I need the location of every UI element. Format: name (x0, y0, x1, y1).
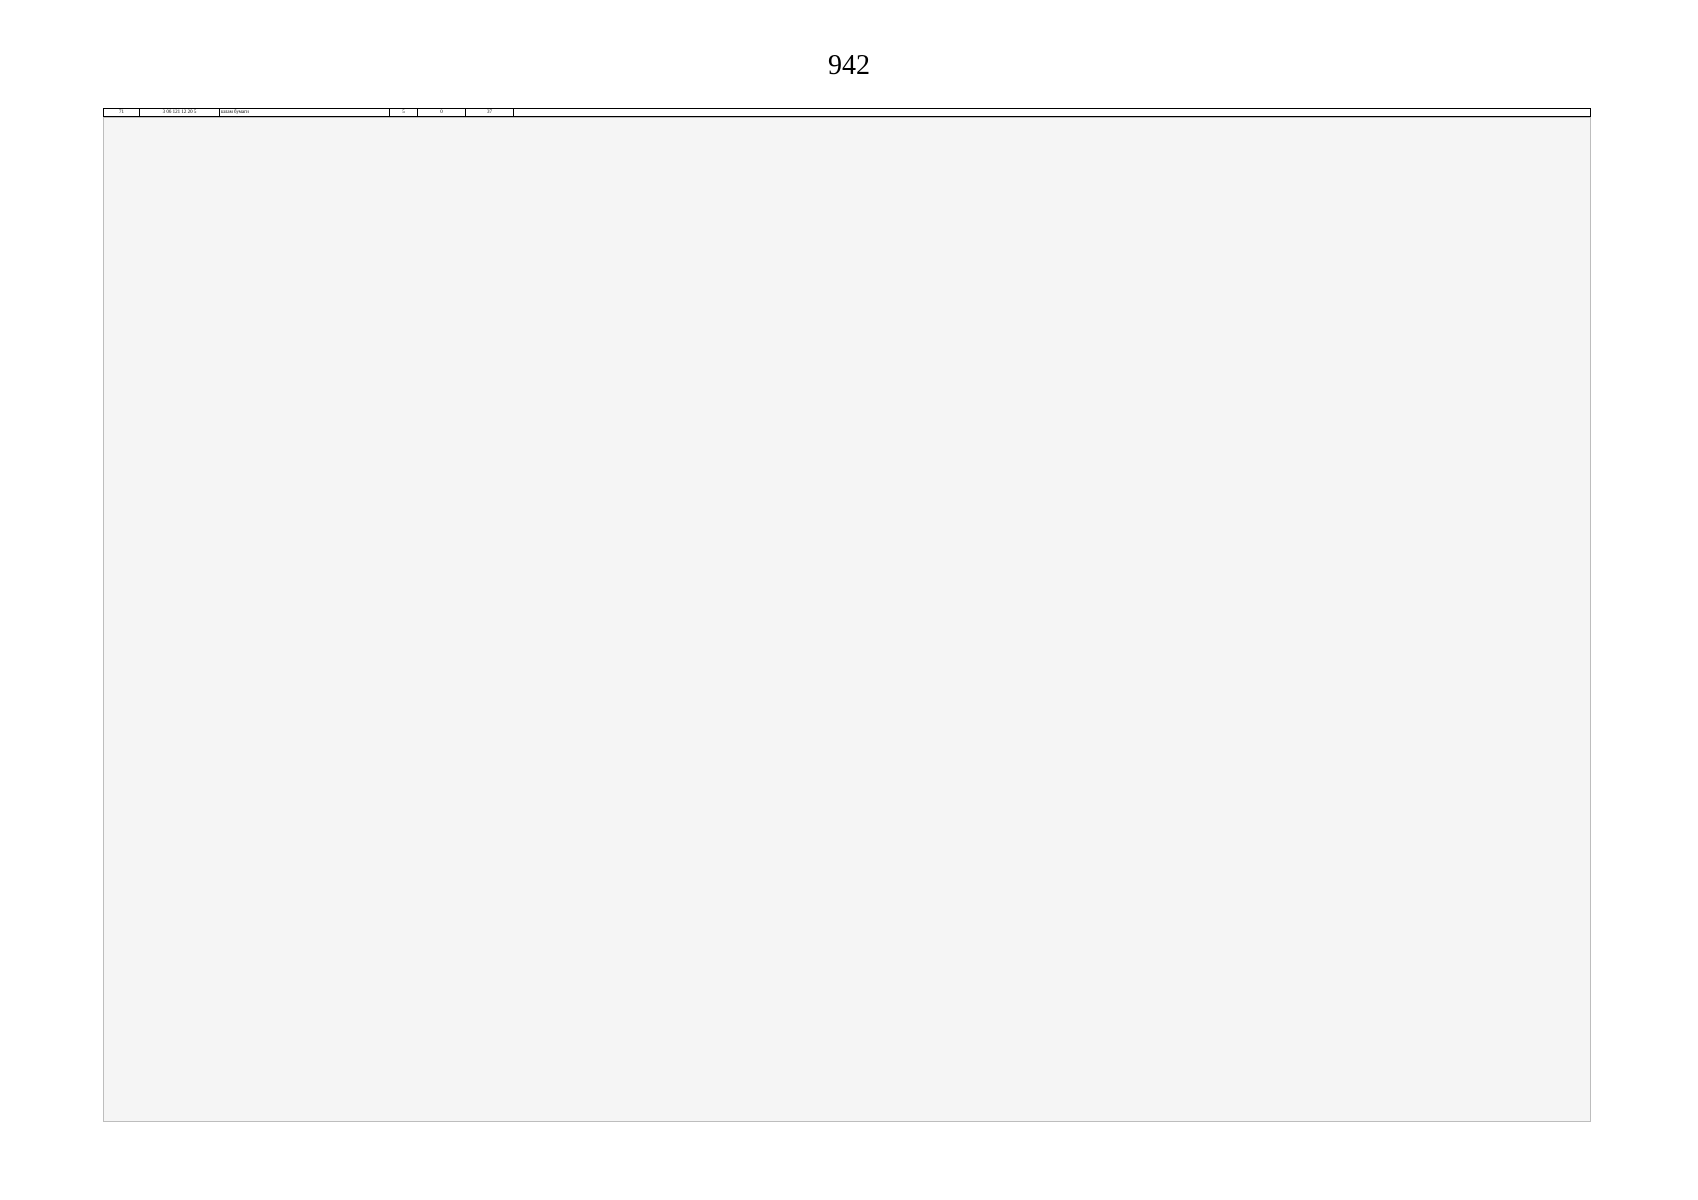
page-number: 942 (828, 50, 870, 81)
cell-col-6: 37 (466, 109, 514, 117)
table-row (104, 109, 1591, 117)
table-remainder-placeholder (103, 117, 1591, 1122)
cell-col-5: 0 (418, 109, 466, 117)
fkko-code: 3 06 121 12 20 5 (140, 109, 220, 117)
hazard-class: 5 (390, 109, 418, 117)
row-number: 71 (104, 109, 140, 117)
waste-name: шлам бумаги (220, 109, 390, 117)
cell-rest (514, 109, 1591, 117)
waste-table (103, 108, 1591, 117)
